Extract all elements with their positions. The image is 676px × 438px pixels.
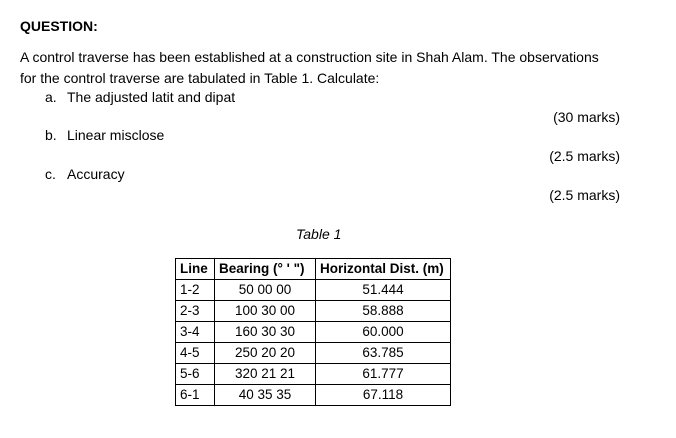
cell-line: 5-6	[176, 364, 215, 385]
item-a-text: The adjusted latit and dipat	[67, 89, 236, 105]
cell-distance: 58.888	[316, 301, 451, 322]
item-c-label: c.	[45, 166, 56, 182]
intro-line-2: for the control traverse are tabulated in Table 1. Calculate:	[20, 70, 380, 86]
question-heading: QUESTION:	[20, 18, 98, 34]
table-caption: Table 1	[296, 226, 342, 242]
item-b-marks: (2.5 marks)	[549, 148, 620, 164]
cell-bearing: 320 21 21	[215, 364, 316, 385]
table-header-row	[176, 259, 451, 280]
cell-bearing: 40 35 35	[215, 385, 316, 406]
header-bearing: Bearing (° ' ")	[215, 259, 316, 280]
cell-line: 4-5	[176, 343, 215, 364]
cell-distance: 63.785	[316, 343, 451, 364]
cell-bearing: 160 30 30	[215, 322, 316, 343]
cell-distance: 51.444	[316, 280, 451, 301]
cell-bearing: 250 20 20	[215, 343, 316, 364]
table-row	[176, 280, 451, 301]
cell-distance: 61.777	[316, 364, 451, 385]
cell-distance: 67.118	[316, 385, 451, 406]
table-row	[176, 322, 451, 343]
cell-line: 1-2	[176, 280, 215, 301]
cell-distance: 60.000	[316, 322, 451, 343]
item-b	[45, 127, 164, 143]
table-row	[176, 385, 451, 406]
table-row	[176, 364, 451, 385]
item-a	[45, 89, 235, 105]
traverse-table	[175, 258, 451, 406]
item-c	[45, 166, 125, 182]
item-c-marks: (2.5 marks)	[549, 187, 620, 203]
table-row	[176, 343, 451, 364]
header-line: Line	[176, 259, 215, 280]
cell-line: 3-4	[176, 322, 215, 343]
cell-line: 6-1	[176, 385, 215, 406]
header-distance: Horizontal Dist. (m)	[316, 259, 451, 280]
intro-line-1: A control traverse has been established at a construction site in Shah Alam. The observations	[20, 49, 599, 65]
item-b-label: b.	[45, 127, 57, 143]
cell-bearing: 100 30 00	[215, 301, 316, 322]
item-a-label: a.	[45, 89, 57, 105]
item-b-text: Linear misclose	[67, 127, 165, 143]
table-row	[176, 301, 451, 322]
item-a-marks: (30 marks)	[553, 109, 620, 125]
item-c-text: Accuracy	[67, 166, 125, 182]
cell-bearing: 50 00 00	[215, 280, 316, 301]
cell-line: 2-3	[176, 301, 215, 322]
